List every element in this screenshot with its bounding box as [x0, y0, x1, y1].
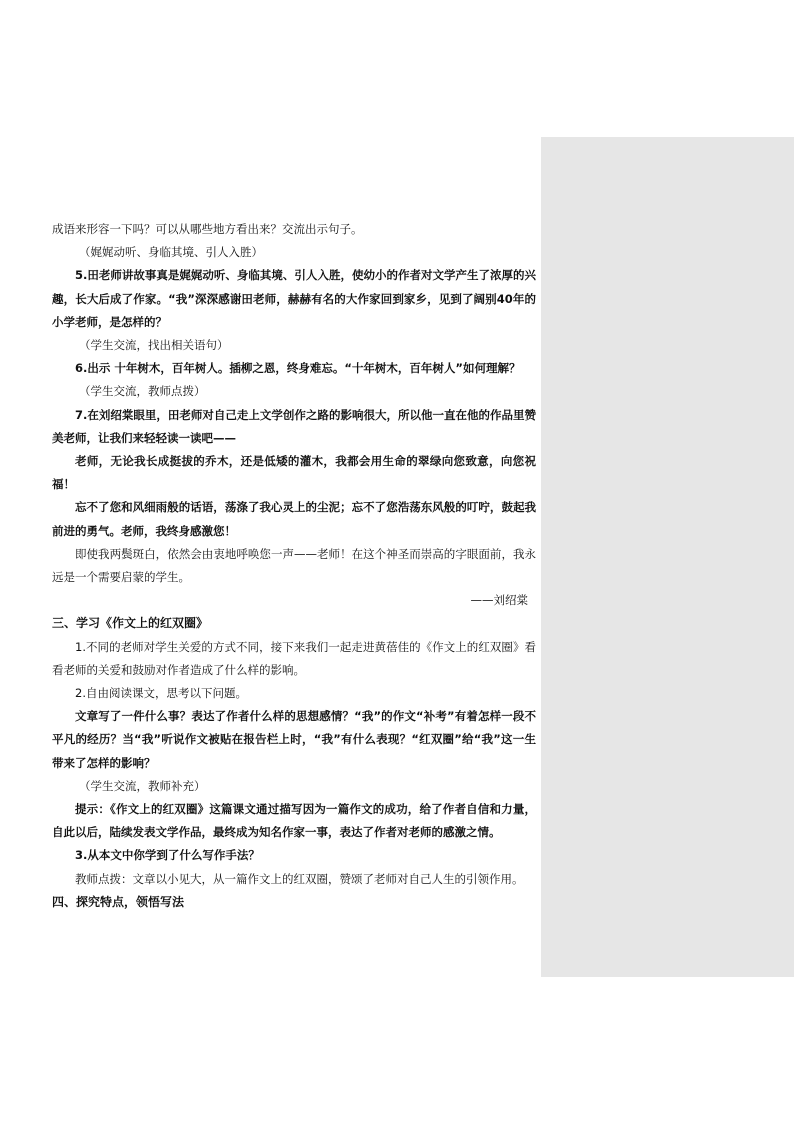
- paragraph: （学生交流，找出相关语句）: [79, 338, 229, 353]
- paragraph: 忘不了您和风细雨般的话语，荡涤了我心灵上的尘泥；忘不了您浩荡东风般的叮咛，鼓起我前进的勇气。老师，我终身感激您！: [52, 500, 536, 538]
- paragraph: 6.出示 十年树木，百年树人。插柳之恩，终身难忘。“十年树木，百年树人”如何理解？: [75, 361, 521, 376]
- section-heading: 三、学习《作文上的红双圈》: [52, 616, 209, 631]
- document-body: [52, 218, 536, 914]
- paragraph: 老师，无论我长成挺拔的乔木，还是低矮的灌木，我都会用生命的翠绿向您致意，向您祝福！: [52, 454, 536, 492]
- paragraph: 提示：《作文上的红双圈》这篇课文通过描写因为一篇作文的成功，给了作者自信和力量，自此以后，陆续发表文学作品，最终成为知名作家一事，表达了作者对老师的感激之情。: [52, 802, 536, 840]
- paragraph: 1.不同的老师对学生关爱的方式不同，接下来我们一起走进黄蓓佳的《作文上的红双圈》看看老师的关爱和鼓励对作者造成了什么样的影响。: [52, 639, 536, 677]
- paragraph: （娓娓动听、身临其境、引人入胜）: [79, 245, 263, 260]
- paragraph: 教师点拨：文章以小见大，从一篇作文上的红双圈，赞颂了老师对自己人生的引领作用。: [75, 871, 524, 886]
- paragraph: 3.从本文中你学到了什么写作手法？: [75, 848, 260, 863]
- paragraph: 5.田老师讲故事真是娓娓动听、身临其境、引人入胜，使幼小的作者对文学产生了浓厚的兴趣，长大后成了作家。“我”深深感谢田老师，赫赫有名的大作家回到家乡，见到了阔别40年的小学老师，是怎样的？: [52, 268, 536, 329]
- signature: ——刘绍棠: [470, 593, 528, 608]
- comment-pane: [541, 137, 794, 977]
- section-heading: 四、探究特点，领悟写法: [52, 894, 185, 909]
- paragraph: （学生交流，教师点拨）: [79, 384, 206, 399]
- signature-row: [52, 589, 536, 612]
- paragraph: 7.在刘绍棠眼里，田老师对自己走上文学创作之路的影响很大，所以他一直在他的作品里赞美老师，让我们来轻轻读一读吧——: [52, 407, 536, 445]
- paragraph: 成语来形容一下吗？可以从哪些地方看出来？交流出示句子。: [52, 222, 363, 236]
- paragraph: 2.自由阅读课文，思考以下问题。: [75, 686, 247, 701]
- paragraph: 文章写了一件什么事？表达了作者什么样的思想感情？“我”的作文“补考”有着怎样一段不平凡的经历？当“我”听说作文被贴在报告栏上时，“我”有什么表现？“红双圈”给“我”这一生带来了怎样的影响？: [52, 709, 536, 770]
- paragraph: 即使我两鬓斑白，依然会由衷地呼唤您一声——老师！在这个神圣而崇高的字眼面前，我永远是一个需要启蒙的学生。: [52, 546, 536, 585]
- paragraph: （学生交流，教师补充）: [79, 778, 206, 793]
